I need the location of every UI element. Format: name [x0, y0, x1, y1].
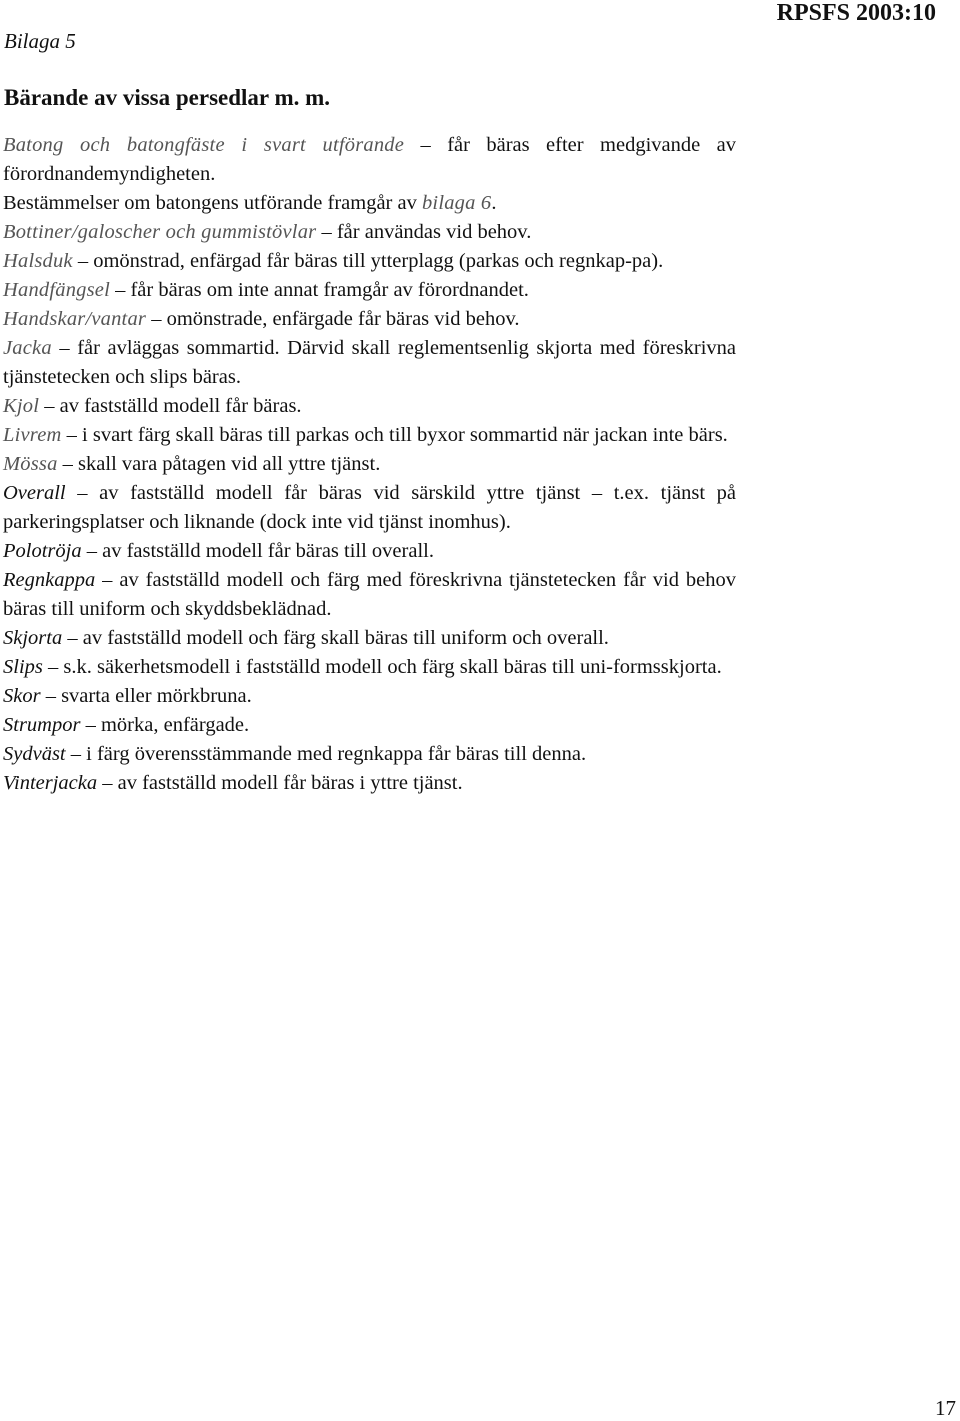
entry-text: i färg överensstämmande med regnkappa får bäras till denna.	[86, 743, 587, 765]
entry-text: i svart färg skall bäras till parkas och till byxor sommartid när jackan inte bärs.	[82, 424, 728, 446]
entry-text: av fastställd modell får bäras.	[59, 395, 302, 417]
entry-text: av fastställd modell får bäras till overall.	[102, 540, 434, 562]
entry-text: omönstrad, enfärgad får bäras till ytterplagg (parkas och regnkap-pa).	[93, 250, 664, 272]
page-title: Bärande av vissa persedlar m. m.	[4, 85, 331, 110]
entry-kjol	[3, 392, 736, 421]
entry-skjorta	[3, 624, 736, 653]
entry-term: Jacka	[3, 337, 52, 359]
entry-handskar	[3, 305, 736, 334]
entry-separator: –	[81, 540, 103, 562]
entry-polotroja	[3, 537, 736, 566]
entry-vinterjacka	[3, 769, 736, 798]
entry-skor	[3, 682, 736, 711]
entry-text: omönstrade, enfärgade får bäras vid behov.	[166, 308, 520, 330]
entry-list	[3, 131, 736, 798]
entry-term: Handskar/vantar	[3, 308, 147, 330]
entry-separator: –	[95, 569, 120, 591]
entry-term: Strumpor	[3, 714, 81, 736]
entry-separator: –	[109, 279, 131, 301]
entry-separator: –	[39, 395, 60, 417]
regulation-code: RPSFS 2003:10	[776, 0, 936, 26]
entry-term: Skjorta	[3, 627, 63, 649]
entry-text: svarta eller mörkbruna.	[61, 685, 252, 707]
entry-text: får avläggas sommartid. Därvid skall reglementsenlig skjorta med föreskrivna tjänstetecken och slips bäras.	[3, 337, 737, 388]
entry-separator: –	[146, 308, 167, 330]
entry-text: mörka, enfärgade.	[100, 714, 250, 736]
entry-jacka	[3, 334, 736, 392]
entry-separator: –	[42, 656, 64, 678]
entry-term: Bottiner/galoscher och gummistövlar	[3, 221, 317, 243]
entry-text: skall vara påtagen vid all yttre tjänst.	[78, 453, 381, 475]
entry-term: Kjol	[3, 395, 40, 417]
entry-term: Polotröja	[3, 540, 82, 562]
entry-text: Bestämmelser om batongens utförande framgår av	[3, 192, 422, 214]
entry-term: Handfängsel	[3, 279, 110, 301]
entry-strumpor	[3, 711, 736, 740]
entry-separator: –	[72, 250, 94, 272]
entry-term: Regnkappa	[3, 569, 96, 591]
entry-bestammelser	[3, 189, 736, 218]
entry-separator: –	[65, 743, 87, 765]
entry-separator: –	[404, 134, 448, 156]
entry-batong	[3, 131, 736, 189]
entry-text: av fastställd modell får bäras vid särskild yttre tjänst – t.ex. tjänst på parkeringsplatser och liknande (dock inte vid tjänst inomhus).	[3, 482, 737, 533]
entry-bottiner	[3, 218, 736, 247]
entry-separator: –	[62, 627, 83, 649]
entry-term: Sydväst	[3, 743, 66, 765]
entry-handfangsel	[3, 276, 736, 305]
entry-halsduk	[3, 247, 736, 276]
entry-separator: –	[61, 424, 83, 446]
entry-term: Skor	[3, 685, 41, 707]
entry-mossa	[3, 450, 736, 479]
entry-term: Livrem	[3, 424, 62, 446]
entry-reference: bilaga 6	[421, 192, 492, 214]
appendix-label: Bilaga 5	[4, 29, 76, 53]
entry-text: av fastställd modell får bäras i yttre tjänst.	[117, 772, 463, 794]
entry-term: Overall	[3, 482, 66, 504]
entry-term: Halsduk	[3, 250, 73, 272]
entry-term: Slips	[3, 656, 43, 678]
entry-separator: –	[51, 337, 78, 359]
entry-separator: –	[65, 482, 100, 504]
entry-text: får användas vid behov.	[336, 221, 532, 243]
entry-term: Batong och batongfäste i svart utförande	[3, 134, 405, 156]
entry-separator: –	[80, 714, 101, 736]
entry-text: av fastställd modell och färg med föreskrivna tjänstetecken får vid behov bäras till uniform och skyddsbeklädnad.	[3, 569, 736, 620]
entry-livrem	[3, 421, 736, 450]
entry-separator: –	[57, 453, 79, 475]
entry-term: Mössa	[3, 453, 58, 475]
page-number: 17	[935, 1396, 956, 1420]
entry-sydvast	[3, 740, 736, 769]
entry-separator: –	[316, 221, 337, 243]
entry-separator: –	[40, 685, 62, 707]
entry-term: Vinterjacka	[3, 772, 98, 794]
entry-text: får bäras efter medgivande av förordnandemyndigheten.	[3, 134, 737, 185]
entry-text: av fastställd modell och färg skall bäras till uniform och overall.	[82, 627, 609, 649]
entry-text: s.k. säkerhetsmodell i fastställd modell och färg skall bäras till uni-formsskjorta.	[63, 656, 722, 678]
entry-regnkappa	[3, 566, 736, 624]
entry-slips	[3, 653, 736, 682]
entry-overall	[3, 479, 736, 537]
entry-text: .	[491, 192, 497, 214]
entry-text: får bäras om inte annat framgår av förordnandet.	[130, 279, 529, 301]
entry-separator: –	[97, 772, 118, 794]
